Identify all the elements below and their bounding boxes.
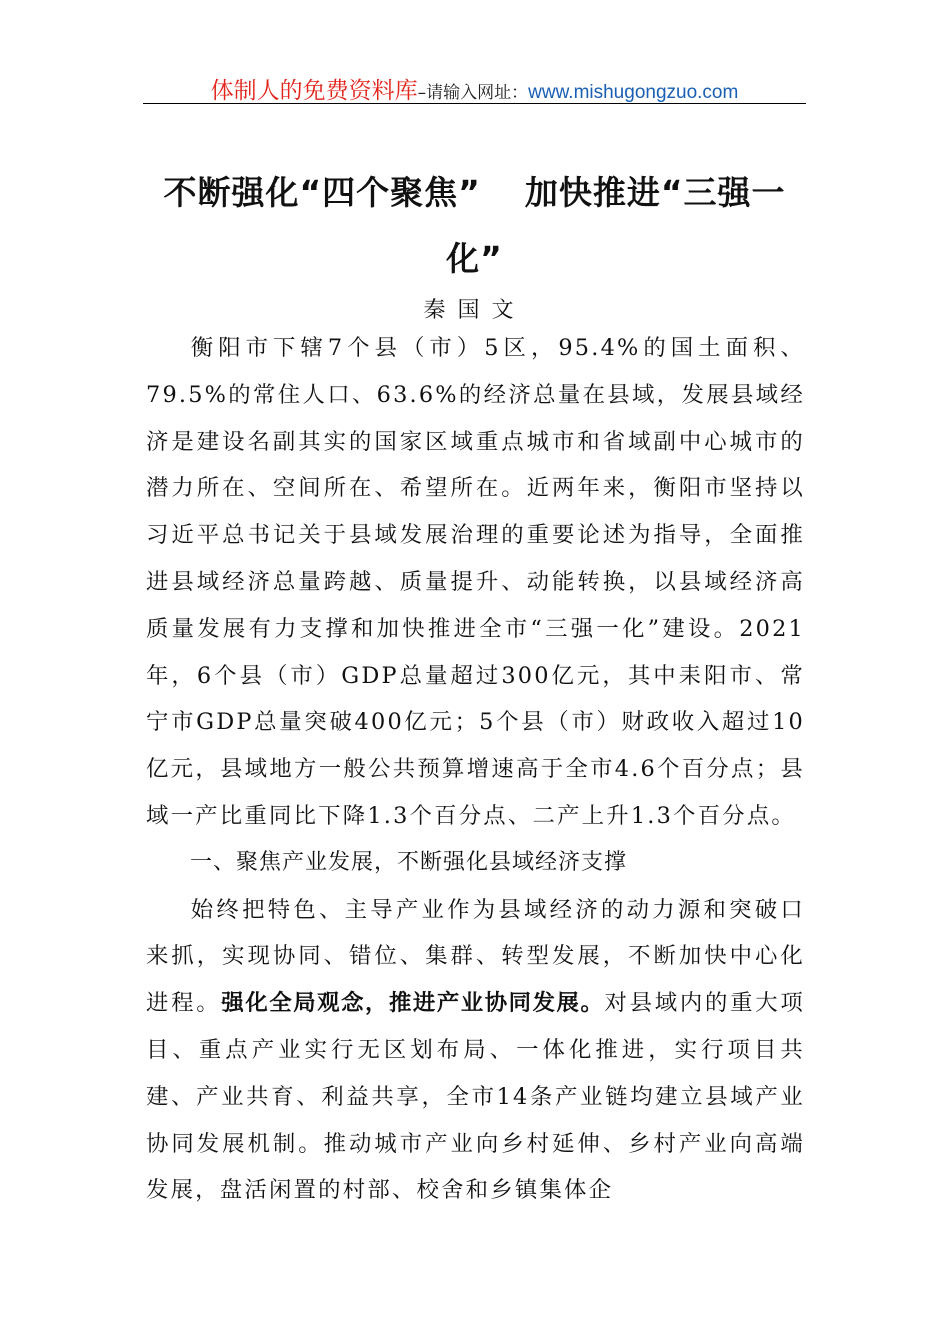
intro-paragraph: 衡阳市下辖7个县（市）5区，95.4%的国土面积、79.5%的常住人口、63.6%的经济总量在县域，发展县域经济是建设名副其实的国家区域重点城市和省域副中心城市的潜力所在、空间所在、希望所在。近两年来，衡阳市坚持以习近平总书记关于县域发展治理的重要论述为指导，全面推进县域经济总量跨越、质量提升、动能转换，以县域经济高质量发展有力支撑和加快推进全市“三强一化”建设。2021年，6个县（市）GDP总量超过300亿元，其中耒阳市、常宁市GDP总量突破400亿元；5个县（市）财政收入超过10亿元，县域地方一般公共预算增速高于全市4.6个百分点；县域一产比重同比下降1.3个百分点、二产上升1.3个百分点。: [146, 335, 805, 829]
section-1-heading: 一、聚焦产业发展，不断强化县域经济支撑: [190, 849, 628, 875]
article-body: [146, 325, 805, 1214]
header-divider: [143, 103, 806, 104]
section-1-paragraph: [146, 887, 805, 1215]
article-title: [143, 160, 806, 292]
article-author: 秦国文: [423, 298, 526, 323]
header-url-link[interactable]: www.mishugongzuo.com: [528, 82, 739, 103]
header-brand: 体制人的免费资料库: [210, 78, 418, 104]
page-header: [143, 72, 806, 104]
section-1-bold-phrase: 强化全局观念，推进产业协同发展。: [221, 990, 605, 1017]
section-1-tail: 对县域内的重大项目、重点产业实行无区划布局、一体化推进，实行项目共建、产业共育、利益共享，全市14条产业链均建立县域产业协同发展机制。推动城市产业向乡村延伸、乡村产业向高端发展，盘活闲置的村部、校舍和乡镇集体企: [146, 990, 805, 1204]
section-1-lead: 始终把特色、主导产业作为县域经济的动力源和突破口来抓，实现协同、错位、集群、转型发展，不断加快中心化进程。: [146, 896, 805, 1017]
title-part-1: 不断强化“四个聚焦”: [163, 173, 481, 212]
title-part-2: 加快推进“三强一化”: [446, 173, 786, 278]
header-separator: –请输入网址：: [417, 83, 529, 103]
